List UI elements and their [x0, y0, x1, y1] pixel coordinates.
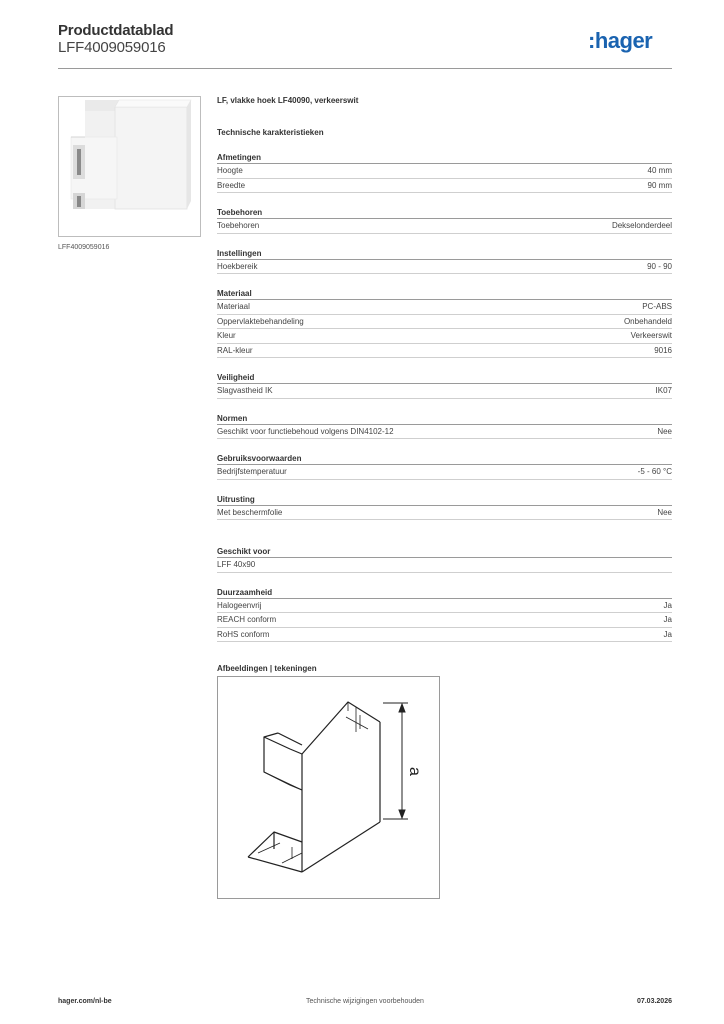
spec-row [217, 384, 672, 399]
spec-row [217, 219, 672, 234]
spec-section [217, 372, 672, 399]
section-title: Afmetingen [217, 152, 672, 164]
spec-label: Kleur [217, 331, 236, 340]
product-photo [58, 96, 201, 237]
spec-section [217, 453, 672, 480]
spec-row [217, 164, 672, 179]
spec-label: Hoogte [217, 166, 243, 175]
product-photo-caption: LFF4009059016 [58, 244, 110, 251]
footer-date: 07.03.2026 [636, 998, 672, 1005]
website-link[interactable]: hager.com/nl-be [58, 998, 112, 1005]
header-divider [58, 68, 672, 69]
spec-row [217, 558, 672, 573]
spec-value: Verkeerswit [630, 331, 672, 340]
spec-label: Materiaal [217, 302, 250, 311]
spec-value: Ja [663, 600, 672, 610]
svg-text::hager: :hager [588, 28, 653, 53]
spec-row [217, 425, 672, 440]
spec-label: Bedrijfstemperatuur [217, 467, 287, 476]
spec-row [217, 260, 672, 275]
document-title: Productdatablad [58, 22, 174, 39]
spec-value: IK07 [655, 386, 672, 395]
section-title: Duurzaamheid [217, 587, 672, 599]
document-number: LFF4009059016 [58, 39, 166, 56]
spec-row [217, 179, 672, 194]
page-footer [58, 998, 672, 1010]
spec-value: 9016 [654, 345, 672, 355]
product-name: LF, vlakke hoek LF40090, verkeerswit [217, 96, 359, 105]
tech-heading: Technische karakteristieken [217, 128, 324, 137]
spec-row [217, 628, 672, 643]
section-title: Toebehoren [217, 207, 672, 219]
page-header [58, 22, 672, 68]
spec-value: PC-ABS [642, 302, 672, 311]
drawings-title: Afbeeldingen | tekeningen [217, 664, 317, 673]
spec-value: 90 - 90 [647, 261, 672, 271]
spec-value: 90 mm [647, 180, 672, 190]
spec-row [217, 506, 672, 521]
spec-label: Toebehoren [217, 221, 260, 230]
spec-section [217, 207, 672, 234]
spec-section [217, 494, 672, 521]
technical-drawing [217, 676, 440, 899]
section-title: Gebruiksvoorwaarden [217, 453, 672, 465]
spec-value: Ja [663, 615, 672, 624]
spec-label: LFF 40x90 [217, 560, 256, 569]
spec-row [217, 344, 672, 359]
spec-value: Nee [657, 426, 672, 436]
spec-value: 40 mm [647, 166, 672, 175]
spec-label: Breedte [217, 180, 246, 190]
section-title: Normen [217, 413, 672, 425]
spec-row [217, 315, 672, 330]
spec-row [217, 599, 672, 614]
spec-row [217, 613, 672, 628]
specifications [217, 96, 672, 673]
spec-label: REACH conform [217, 615, 277, 624]
section-title: Instellingen [217, 248, 672, 260]
footer-notice: Technische wijzigingen voorbehouden [306, 998, 424, 1005]
spec-label: Oppervlaktebehandeling [217, 316, 304, 326]
spec-label: Slagvastheid IK [217, 386, 273, 395]
spec-label: RAL-kleur [217, 345, 253, 355]
spec-section [217, 248, 672, 275]
spec-sections [217, 152, 672, 520]
spec-label: Met beschermfolie [217, 507, 283, 517]
spec-label: Halogeenvrij [217, 600, 262, 610]
section-title: Materiaal [217, 288, 672, 300]
spec-section [217, 288, 672, 358]
spec-row [217, 329, 672, 344]
section-title: Geschikt voor [217, 546, 672, 558]
sustainability-section [217, 587, 672, 643]
spec-row [217, 300, 672, 315]
spec-label: Hoekbereik [217, 261, 258, 271]
spec-section [217, 152, 672, 193]
dimension-label: a [406, 767, 423, 776]
drawings-section [217, 664, 672, 673]
section-title: Veiligheid [217, 372, 672, 384]
spec-value: -5 - 60 °C [637, 467, 672, 476]
spec-value: Ja [663, 629, 672, 639]
spec-label: RoHS conform [217, 629, 270, 639]
spec-row [217, 465, 672, 480]
suitable-for-section [217, 546, 672, 573]
spec-label: Geschikt voor functiebehoud volgens DIN4102-12 [217, 426, 394, 436]
spec-value: Onbehandeld [623, 316, 672, 326]
spec-value: Dekselonderdeel [611, 221, 672, 230]
section-title: Uitrusting [217, 494, 672, 506]
hager-logo [588, 28, 672, 54]
spec-section [217, 413, 672, 440]
spec-value: Nee [657, 507, 672, 517]
